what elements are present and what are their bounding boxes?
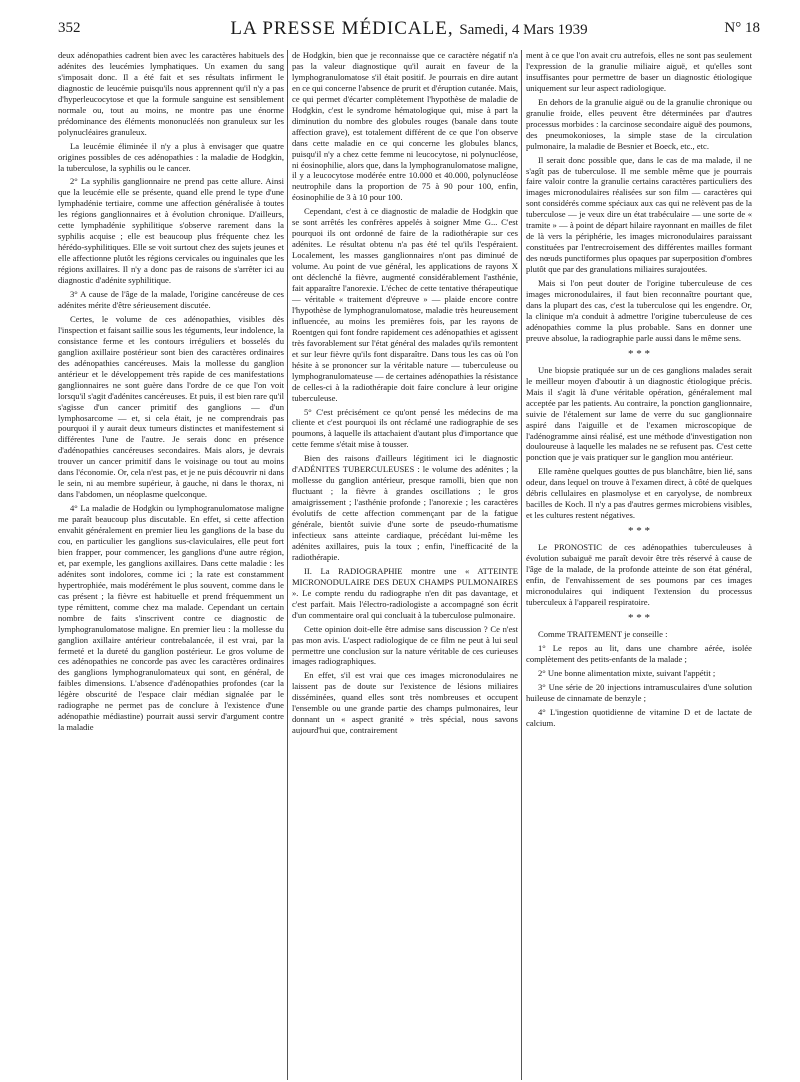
paragraph: deux adénopathies cadrent bien avec les caractères habituels des adénites des leucémies lymphatiques. Un examen du sang s'imposait donc. Il a été fait et ses résultats infirment le diagnostic de leucémie puisqu'ils nous apprennent qu'il n'y a pas d'hyperleucocytose et que la formule sanguine est sensiblement normale ou, tout au moins, ne montre pas une énorme prédominance des éléments mononucléés non granuleux sur les polynucléaires granuleux.: [58, 50, 284, 137]
paragraph: 3° A cause de l'âge de la malade, l'origine cancéreuse de ces adénites mérite d'être sérieusement discutée.: [58, 289, 284, 310]
paragraph: II. La RADIOGRAPHIE montre une « ATTEINTE MICRONODULAIRE DES DEUX CHAMPS PULMONAIRES ». Le compte rendu du radiographe n'en dit pas davantage, et c'est parfait. Mais l'électro-radiologiste a accompagné son écrit d'un commentaire oral qui concluait à la tuberculose pulmonaire.: [292, 565, 518, 620]
paragraph: 5° C'est précisément ce qu'ont pensé les médecins de ma cliente et c'est pourquoi ils ont réclamé une radiographie de ses poumons, à laquelle ils attachaient d'autant plus d'importance que cette femme s'était mise à tousser.: [292, 406, 518, 450]
section-separator: * * *: [628, 347, 650, 360]
paragraph: Elle ramène quelques gouttes de pus blanchâtre, bien lié, sans odeur, dans lequel on trouve à l'examen direct, à côté de quelques débris cellulaires en plasmolyse et en caryolyse, de nombreux bacilles de Koch. Il n'y a pas d'autres germes microbiens visibles, et les cultures restent négatives.: [526, 466, 752, 521]
column-2: [292, 50, 518, 739]
paragraph: Le PRONOSTIC de ces adénopathies tuberculeuses à évolution subaiguë me paraît devoir être très réservé à cause de l'âge de la malade, de la profonde atteinte de son état général, enfin, de l'envahissement de ses poumons par ces images micronodulaires qui indiquent l'extension du processus tuberculeux à l'appareil respiratoire.: [526, 542, 752, 607]
paragraph: Une biopsie pratiquée sur un de ces ganglions malades serait le meilleur moyen d'aboutir à un diagnostic étiologique précis. Mais il s'agit là d'une véritable opération, généralement mal acceptée par les patients. Au contraire, la ponction ganglionnaire, suivie de l'étalement sur lame de verre du suc ganglionnaire aspiré dans l'aiguille et de l'examen microscopique de l'adénogramme ainsi réalisé, est une méthode d'investigation non douloureuse à laquelle les malades ne se refusent pas. C'est cette ponction que je vais pratiquer sur le ganglion mou antérieur.: [526, 364, 752, 463]
paragraph: 2° La syphilis ganglionnaire ne prend pas cette allure. Ainsi que la leucémie elle se présente, quand elle prend le type d'une lymphadénie tertiaire, comme une affection généralisée à toutes les régions ganglionnaires et à évolution chronique. D'ailleurs, cette lymphadénie syphilitique s'observe rarement dans la syphilis acquise ; elle est beaucoup plus fréquente chez les hérédo-syphilitiques. Elle se voit surtout chez des sujets jeunes et elle affectionne plutôt les régions cervicales ou inguinales que les régions axillaires. Il n'y a donc pas de raisons de s'arrêter ici au diagnostic d'adénite syphilitique.: [58, 176, 284, 286]
paragraph: 4° La maladie de Hodgkin ou lymphogranulomatose maligne me paraît beaucoup plus discutable. En effet, si cette affection envahit généralement en premier lieu les ganglions de la base du cou, en particulier les ganglions sus-claviculaires, elle peut fort bien frapper, pour commencer, les ganglions d'une autre région, et, par exemple, les ganglions axillaires. Dans cette maladie : les adénites sont indolores, comme ici ; la rate est constamment hypertrophiée, mais modérément le plus souvent, comme dans le cas présent ; la fièvre est habituelle et prend fréquemment un type rémittent, comme chez ma malade. Cependant un certain nombre de faits s'inscrivent contre ce diagnostic de lymphogranulomatose maligne. En premier lieu : la mollesse du ganglion axillaire antérieur contrebalancée, il est vrai, par la fermeté et la dureté du ganglion postérieur. Le gros volume de ces adénopathies ne concorde pas avec les caractères ordinaires des ganglions lymphogranulomateux qui sont, en général, de faibles dimensions. L'absence d'adénopathies profondes (car la légère obscurité de l'espace clair médian signalée par le radiographe ne permet pas de conclure à l'existence d'une adénopathie médiastine) pourrait aussi servir d'argument contre la maladie: [58, 503, 284, 733]
issue-number: N° 18: [724, 20, 760, 36]
paragraph: Mais si l'on peut douter de l'origine tuberculeuse de ces images micronodulaires, il faut bien reconnaître pourtant que, dans la plupart des cas, c'est la tuberculose qui les engendre. Or, la clinique m'a conduit à admettre l'origine tuberculeuse de ces adénopathies comme la plus probable. Sans en donner une preuve absolue, la radiographie parle aussi dans le même sens.: [526, 278, 752, 343]
paragraph: Cependant, c'est à ce diagnostic de maladie de Hodgkin que se sont arrêtés les confrères appelés à soigner Mme G... C'est pourquoi ils ont ordonné de faire de la radiothérapie sur ces adénites. Le résultat obtenu n'a pas été tel qu'ils l'espéraient. Localement, les masses ganglionnaires n'ont pas diminué de volume. Au point de vue général, les applications de rayons X ont déclenché la fièvre, augmenté considérablement l'asthénie, fait apparaître l'anorexie. L'échec de cette tentative thérapeutique — véritable « traitement d'épreuve » — plaide encore contre l'hypothèse de lymphogranulomatose, maladie très heureusement influencée, au moins les premières fois, par les rayons de Roentgen qui font fondre rapidement ces adénopathies et agissent très favorablement sur l'état général des malades qu'ils remontent et sur leur fièvre qu'ils font disparaître. Dans tous les cas où l'on hésite à se prononcer sur la véritable nature — tuberculeuse ou lymphogranulomateuse — de certaines adénopathies la résistance de celles-ci à la radiothérapie doit faire conclure à leur origine tuberculeuse.: [292, 206, 518, 403]
paragraph: Bien des raisons d'ailleurs légitiment ici le diagnostic d'ADÉNITES TUBERCULEUSES : le volume des adénites ; la mollesse du ganglion antérieur, presque ramolli, bien que non fluctuant ; la fièvre à grandes oscillations ; le gros amaigrissement ; l'asthénie profonde ; l'anorexie ; les caractères évolutifs de cette affection commençant par de la fatigue générale, bientôt suivie d'une sorte de pseudo-rhumatisme infectieux sans atteinte cardiaque, précédant lui-même les adénites axillaires, puis la toux ; enfin, l'inefficacité de la radiothérapie.: [292, 453, 518, 562]
section-separator: * * *: [628, 525, 650, 538]
paragraph: La leucémie éliminée il n'y a plus à envisager que quatre origines possibles de ces adénopathies : la maladie de Hodgkin, la tuberculose, la syphilis ou le cancer.: [58, 140, 284, 173]
paragraph: de Hodgkin, bien que je reconnaisse que ce caractère négatif n'a pas la valeur diagnostique qu'il aurait en faveur de la lymphogranulomatose s'il était positif. Je pourrais en dire autant en ce qui concerne l'absence de prurit et d'éruption cutanée. Mais, ce qui permet d'écarter complètement l'hypothèse de maladie de Hodgkin, c'est le syndrome hématologique qui, mise à part la diminution du nombre des globules rouges (banale dans toute affection grave), est totalement différent de ce que l'on observe dans cette maladie en ce qui concerne les globules blancs, puisqu'il n'y a chez cette femme ni leucocytose, ni polynucléose, ni éosinophilie, alors que, dans la lymphogranulomatose maligne, il y a leucocytose modérée entre 10.000 et 40.000, polynucléose neutrophile dans la proportion de 75 à 90 pour 100, enfin, éosinophilie de 3 à 10 pour 100.: [292, 50, 518, 203]
journal-name: LA PRESSE MÉDICALE,: [230, 18, 454, 39]
page-number: 352: [58, 20, 81, 36]
section-separator: * * *: [628, 611, 650, 624]
journal-title: [58, 18, 760, 40]
column-3: [526, 50, 752, 731]
list-item: 3° Une série de 20 injections intramusculaires d'une solution huileuse de cinnamate de benzyle ;: [526, 681, 752, 703]
paragraph: En effet, s'il est vrai que ces images micronodulaires ne laissent pas de doute sur l'existence de lésions miliaires disséminées, quand elles sont très nombreuses et occupent l'ensemble ou une grande partie des champs pulmonaires, leur donnant un « aspect granité » très spécial, nous savons aujourd'hui que, contrairement: [292, 670, 518, 736]
paragraph: Il serait donc possible que, dans le cas de ma malade, il ne s'agît pas de tuberculose. Il me semble même que je pourrais faire valoir contre la granulie certains caractères particuliers des images micronodulaires réalisées sur son film — caractères qui sont considérés comme spéciaux aux cas qui ne relèvent pas de la tuberculose — je veux dire un état trabéculaire — une sorte de « tramite » — à point de départ hilaire rayonnant en mailles de filet de là vers la périphérie, les images micronodulaires paraissant constituées par l'entrecroisement des différentes mailles formant des nœuds punctiformes plus opaques par superposition d'ombres plutôt que par des granulations miliaires surajoutées.: [526, 154, 752, 275]
column-rule: [287, 50, 288, 1080]
column-rule: [521, 50, 522, 1080]
list-item: 4° L'ingestion quotidienne de vitamine D et de lactate de calcium.: [526, 706, 752, 728]
paragraph: En dehors de la granulie aiguë ou de la granulie chronique ou granulie froide, elles peuvent être déterminées par d'autres processus morbides : la carcinose secondaire aiguë des poumons, des pneumokonioses, la simple stase de la circulation pulmonaire, la maladie de Besnier et Boeck, etc., etc.: [526, 96, 752, 151]
page-header: [58, 18, 760, 44]
list-item: 2° Une bonne alimentation mixte, suivant l'appétit ;: [538, 667, 716, 678]
list-item: 1° Le repos au lit, dans une chambre aérée, isolée complètement des petits-enfants de la malade ;: [526, 642, 752, 664]
paragraph: Certes, le volume de ces adénopathies, visibles dès l'inspection et faisant saillie sous les téguments, leur indolence, la consistance ferme et les contours irréguliers et bosselés du ganglion axillaire postérieur sont bien des caractères ordinaires des adénopathies cancéreuses. Mais la mollesse du ganglion antérieur et le développement très rapide de ces manifestations ganglionnaires ne sont guère dans l'ordre de ce que l'on voit lorsqu'il s'agit d'adénites cancéreuses. Et puis, il est bien rare qu'il s'agisse d'un cancer primitif des ganglions — d'un lymphosarcome — et, si cela était, je ne comprendrais pas pourquoi il y aurait deux tumeurs distinctes et manifestement si différentes l'une de l'autre. Je serais donc en présence d'adénopathies cancéreuses secondaires. Mais alors, je devrais trouver un cancer primitif dans le voisinage ou tout au moins dans l'économie. Or, cela n'est pas, et je ne puis découvrir ni dans le sein, ni au membre supérieur, à gauche, ni dans le thorax, ni dans l'abdomen, un néoplasme quelconque.: [58, 313, 284, 500]
paragraph: Comme TRAITEMENT je conseille :: [538, 628, 668, 639]
column-1: [58, 50, 284, 736]
paragraph: ment à ce que l'on avait cru autrefois, elles ne sont pas seulement l'expression de la granulie miliaire aiguë, et qu'elles sont insuffisantes pour permettre de baser un diagnostic étiologique uniquement sur leur aspect radiologique.: [526, 50, 752, 93]
paragraph: Cette opinion doit-elle être admise sans discussion ? Ce n'est pas mon avis. L'aspect radiologique de ce film ne peut à lui seul permettre une conclusion sur la nature véritable de ces curieuses images radiographiques.: [292, 623, 518, 667]
issue-date: Samedi, 4 Mars 1939: [459, 22, 588, 38]
